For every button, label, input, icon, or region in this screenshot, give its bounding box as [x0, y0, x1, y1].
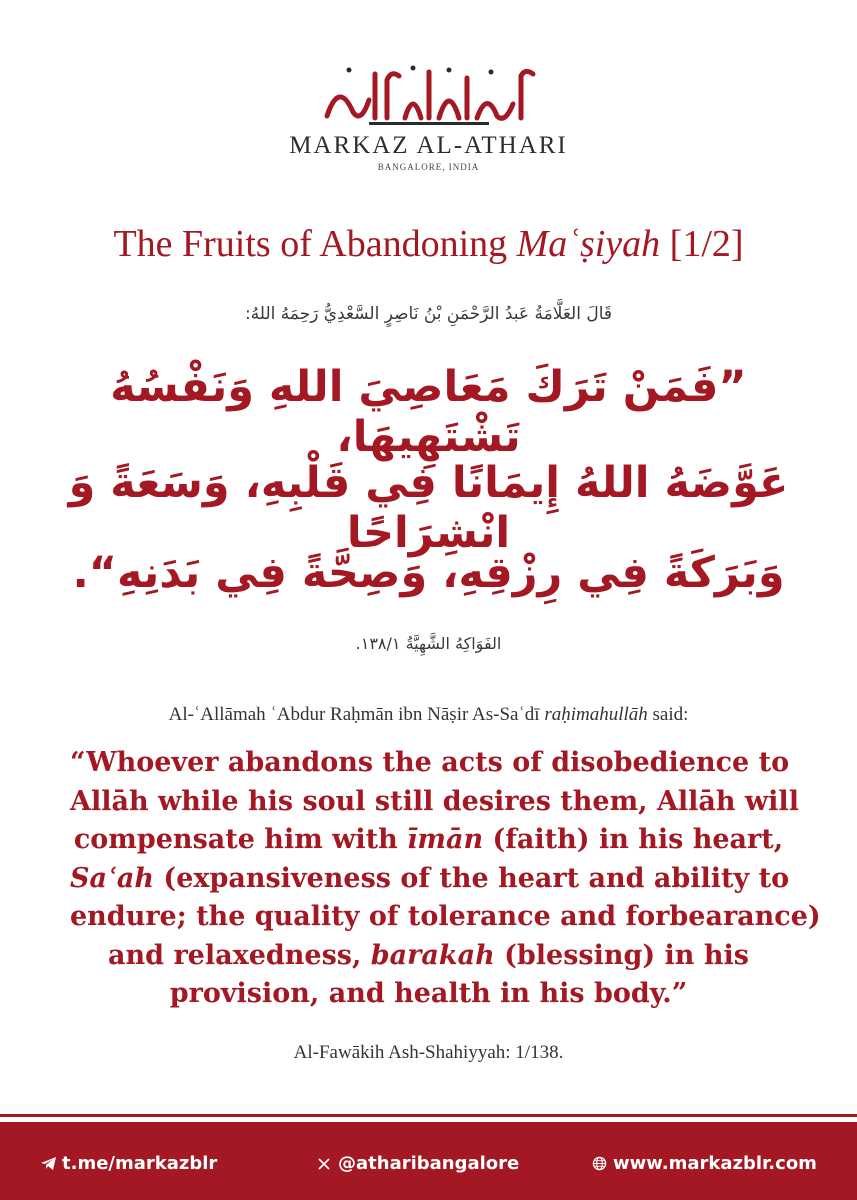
footer [0, 1122, 857, 1200]
title-prefix: The Fruits of Abandoning [113, 223, 517, 265]
arabic-quote-line: ”فَمَنْ تَرَكَ مَعَاصِيَ اللهِ وَنَفْسُهُ تَشْتَهِيهَا، [110, 362, 747, 462]
quote-term: barakah [370, 939, 495, 971]
quote-line: provision, and health in his body.” [169, 978, 688, 1009]
quote-line [70, 860, 790, 899]
english-attribution [0, 704, 857, 726]
arabic-quote-line: وَبَرَكَةً فِي رِزْقِهِ، وَصِحَّةً فِي بَدَنِهِ“. [72, 548, 785, 598]
quote-term: īmān [407, 824, 484, 855]
quote-text: (faith) in his heart, [483, 824, 784, 855]
telegram-link[interactable] [40, 1153, 217, 1174]
attribution-honorific: raḥimahullāh [544, 704, 648, 725]
quote-line [70, 937, 787, 976]
logo-calligraphy-mark [309, 60, 549, 130]
arabic-quote-line: عَوَّضَهُ اللهُ إِيمَانًا فِي قَلْبِهِ، وَسَعَةً وَ انْشِرَاحًا [68, 458, 789, 558]
quote-text: compensate him with [73, 824, 408, 855]
quote-line: “Whoever abandons the acts of disobedience to [70, 747, 790, 778]
x-handle: @atharibangalore [338, 1153, 520, 1174]
x-link[interactable] [316, 1153, 519, 1174]
x-icon [316, 1156, 332, 1172]
globe-icon [591, 1156, 607, 1172]
quote-line: Allāh while his soul still desires them, Allāh will [70, 785, 799, 817]
quote-line: endure; the quality of tolerance and forbearance) [70, 901, 821, 932]
quote-text: (expansiveness of the heart and ability to [154, 862, 790, 894]
quote-term: Saʿah [70, 862, 155, 894]
footer-divider [0, 1114, 857, 1117]
quote-text: (blessing) in his [494, 939, 749, 971]
quote-text: and relaxedness, [108, 939, 371, 971]
title-italic: Maʿṣiyah [516, 223, 661, 265]
attribution-said: said: [647, 704, 689, 725]
logo-name: MARKAZ AL-ATHARI [289, 132, 568, 159]
logo-calligraphy [309, 60, 549, 130]
english-quote [70, 744, 821, 1014]
arabic-reference: الفَوَاكِهُ الشَّهِيَّةُ ١٣٨/١. [355, 634, 502, 653]
english-reference: Al-Fawākih Ash-Shahiyyah: 1/138. [293, 1042, 564, 1063]
telegram-icon [40, 1156, 56, 1172]
arabic-attribution: قَالَ العَلَّامَةُ عَبدُ الرَّحْمَنِ بْنُ نَاصِرٍ السَّعْدِيُّ رَحِمَهُ اللهُ: [244, 304, 613, 324]
page-title [0, 222, 857, 266]
logo [0, 60, 857, 172]
telegram-text: t.me/markazblr [62, 1153, 218, 1174]
quote-line [70, 821, 787, 860]
attribution-text: Al-ʿAllāmah ʿAbdur Raḥmān ibn Nāṣir As-Saʿdī [168, 704, 545, 725]
title-suffix: [1/2] [660, 223, 744, 265]
website-link[interactable] [591, 1153, 817, 1174]
logo-location: BANGALORE, INDIA [377, 162, 480, 172]
website-url: www.markazblr.com [613, 1153, 817, 1174]
